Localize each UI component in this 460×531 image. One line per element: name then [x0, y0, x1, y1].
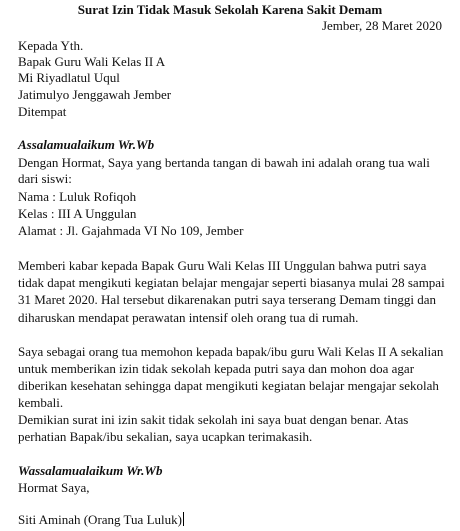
recipient-line: Ditempat — [18, 104, 67, 119]
paragraph-line: Memberi kabar kepada Bapak Guru Wali Kelas III Unggulan bahwa putri saya — [18, 258, 427, 273]
paragraph-line: perhatian Bapak/ibu sekalian, saya ucapkan terimakasih. — [18, 429, 313, 444]
paragraph-line: Saya sebagai orang tua memohon kepada bapak/ibu guru Wali Kelas II A sekalian — [18, 344, 444, 359]
paragraph-line: diberikan kesehatan sehingga dapat mengikuti kegiatan belajar mengajar sekolah — [18, 378, 439, 393]
letter-title: Surat Izin Tidak Masuk Sekolah Karena Sakit Demam — [77, 2, 383, 17]
recipient-line: Kepada Yth. — [18, 38, 84, 53]
text-cursor — [183, 512, 184, 526]
closing: Wassalamualaikum Wr.Wb — [18, 463, 163, 478]
intro-line: dari siswi: — [18, 171, 72, 186]
paragraph-line: kembali. — [18, 395, 64, 410]
signature-line[interactable] — [18, 512, 184, 528]
student-name: Nama : Luluk Rofiqoh — [18, 189, 137, 204]
regards: Hormat Saya, — [18, 480, 90, 495]
letter-date: Jember, 28 Maret 2020 — [321, 18, 442, 33]
intro-line: Dengan Hormat, Saya yang bertanda tangan di bawah ini adalah orang tua wali — [18, 155, 430, 170]
paragraph-line: Demikian surat ini izin sakit tidak sekolah ini saya buat dengan benar. Atas — [18, 412, 409, 427]
student-class: Kelas : III A Unggulan — [18, 206, 137, 221]
recipient-line: Jatimulyo Jenggawah Jember — [18, 87, 172, 102]
paragraph-line: untuk memberikan izin tidak sekolah kepada putri saya dan mohon doa agar — [18, 361, 415, 376]
paragraph-line: tidak dapat mengikuti kegiatan belajar mengajar seperti biasanya mulai 28 sampai — [18, 275, 445, 290]
recipient-line: Bapak Guru Wali Kelas II A — [18, 54, 166, 69]
recipient-line: Mi Riyadlatul Uqul — [18, 70, 120, 85]
student-address: Alamat : Jl. Gajahmada VI No 109, Jember — [18, 223, 244, 238]
greeting: Assalamualaikum Wr.Wb — [18, 137, 155, 152]
paragraph-line: 31 Maret 2020. Hal tersebut dikarenakan putri saya terserang Demam tinggi dan — [18, 292, 437, 307]
signature: Siti Aminah (Orang Tua Luluk) — [18, 512, 182, 527]
paragraph-line: diharuskan mendapat perawatan intensif oleh orang tua di rumah. — [18, 310, 359, 325]
